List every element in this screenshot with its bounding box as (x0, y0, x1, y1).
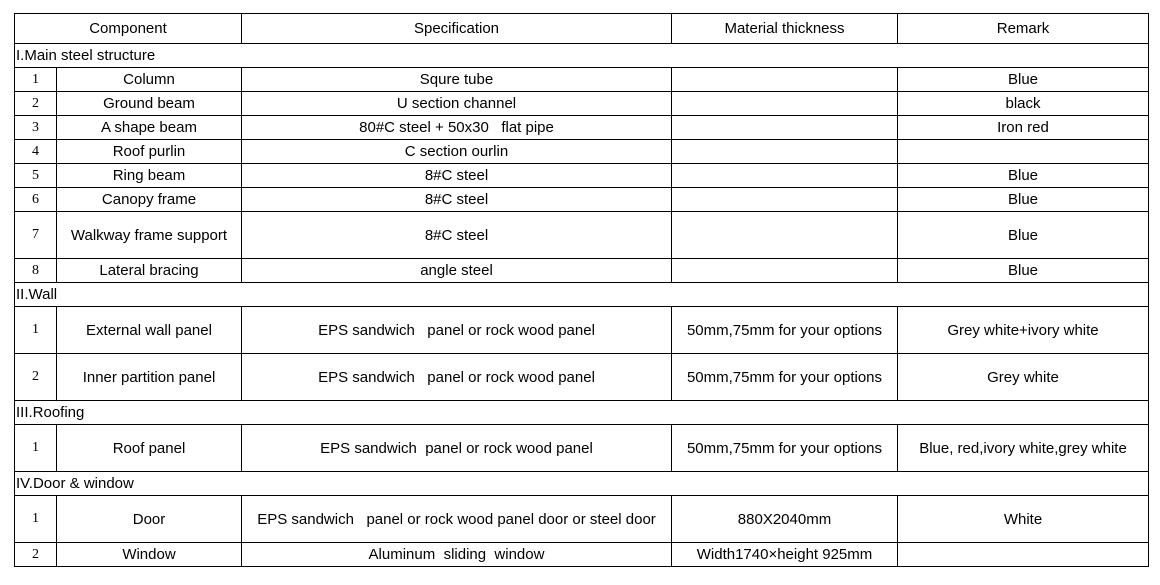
row-number: 7 (15, 212, 57, 259)
row-specification: C section ourlin (242, 140, 672, 164)
row-component: Roof panel (57, 425, 242, 472)
row-component: Column (57, 68, 242, 92)
row-component: Roof purlin (57, 140, 242, 164)
row-thickness: 50mm,75mm for your options (672, 354, 898, 401)
table-row (15, 425, 1149, 472)
section-title: III.Roofing (15, 401, 1149, 425)
section-title: I.Main steel structure (15, 44, 1149, 68)
table-row (15, 307, 1149, 354)
table-row (15, 68, 1149, 92)
row-specification: Aluminum sliding window (242, 543, 672, 567)
row-specification: 8#C steel (242, 212, 672, 259)
row-remark: Grey white+ivory white (898, 307, 1149, 354)
row-specification: 8#C steel (242, 188, 672, 212)
row-number: 1 (15, 496, 57, 543)
row-remark: Blue (898, 188, 1149, 212)
row-thickness (672, 116, 898, 140)
row-thickness: 50mm,75mm for your options (672, 425, 898, 472)
row-remark: Blue (898, 68, 1149, 92)
header-component: Component (15, 14, 242, 44)
row-thickness: 880X2040mm (672, 496, 898, 543)
row-component: Ring beam (57, 164, 242, 188)
row-number: 2 (15, 543, 57, 567)
row-remark: Blue (898, 259, 1149, 283)
table-row (15, 259, 1149, 283)
row-thickness (672, 164, 898, 188)
row-component: Walkway frame support (57, 212, 242, 259)
table-row (15, 354, 1149, 401)
row-remark: Iron red (898, 116, 1149, 140)
row-thickness (672, 140, 898, 164)
table-row (15, 116, 1149, 140)
row-component: Lateral bracing (57, 259, 242, 283)
row-component: Inner partition panel (57, 354, 242, 401)
table-row (15, 496, 1149, 543)
row-specification: EPS sandwich panel or rock wood panel (242, 354, 672, 401)
row-thickness: 50mm,75mm for your options (672, 307, 898, 354)
row-remark: black (898, 92, 1149, 116)
row-thickness (672, 188, 898, 212)
row-specification: EPS sandwich panel or rock wood panel door or steel door (242, 496, 672, 543)
row-specification: U section channel (242, 92, 672, 116)
section-title: IV.Door & window (15, 472, 1149, 496)
section-row (15, 44, 1149, 68)
table-row (15, 92, 1149, 116)
section-row (15, 472, 1149, 496)
row-specification: EPS sandwich panel or rock wood panel (242, 425, 672, 472)
row-number: 1 (15, 307, 57, 354)
row-number: 2 (15, 354, 57, 401)
table-row (15, 164, 1149, 188)
row-number: 1 (15, 68, 57, 92)
row-number: 8 (15, 259, 57, 283)
row-remark: Blue (898, 164, 1149, 188)
header-remark: Remark (898, 14, 1149, 44)
row-number: 1 (15, 425, 57, 472)
row-thickness: Width1740×height 925mm (672, 543, 898, 567)
section-row (15, 401, 1149, 425)
table-row (15, 212, 1149, 259)
row-thickness (672, 68, 898, 92)
row-remark: White (898, 496, 1149, 543)
row-remark: Blue (898, 212, 1149, 259)
header-thickness: Material thickness (672, 14, 898, 44)
row-remark: Grey white (898, 354, 1149, 401)
table-row (15, 543, 1149, 567)
row-specification: 80#C steel + 50x30 flat pipe (242, 116, 672, 140)
row-number: 6 (15, 188, 57, 212)
row-thickness (672, 212, 898, 259)
spec-sheet (14, 13, 1149, 567)
row-specification: Squre tube (242, 68, 672, 92)
row-remark (898, 140, 1149, 164)
row-specification: 8#C steel (242, 164, 672, 188)
row-number: 3 (15, 116, 57, 140)
row-component: Ground beam (57, 92, 242, 116)
header-row (15, 14, 1149, 44)
row-specification: EPS sandwich panel or rock wood panel (242, 307, 672, 354)
table-row (15, 188, 1149, 212)
row-thickness (672, 259, 898, 283)
row-component: External wall panel (57, 307, 242, 354)
row-remark: Blue, red,ivory white,grey white (898, 425, 1149, 472)
row-component: Window (57, 543, 242, 567)
row-remark (898, 543, 1149, 567)
row-number: 4 (15, 140, 57, 164)
section-title: II.Wall (15, 283, 1149, 307)
table-row (15, 140, 1149, 164)
row-component: A shape beam (57, 116, 242, 140)
spec-table (14, 13, 1149, 567)
section-row (15, 283, 1149, 307)
row-specification: angle steel (242, 259, 672, 283)
row-number: 2 (15, 92, 57, 116)
row-component: Door (57, 496, 242, 543)
row-thickness (672, 92, 898, 116)
row-component: Canopy frame (57, 188, 242, 212)
row-number: 5 (15, 164, 57, 188)
header-specification: Specification (242, 14, 672, 44)
